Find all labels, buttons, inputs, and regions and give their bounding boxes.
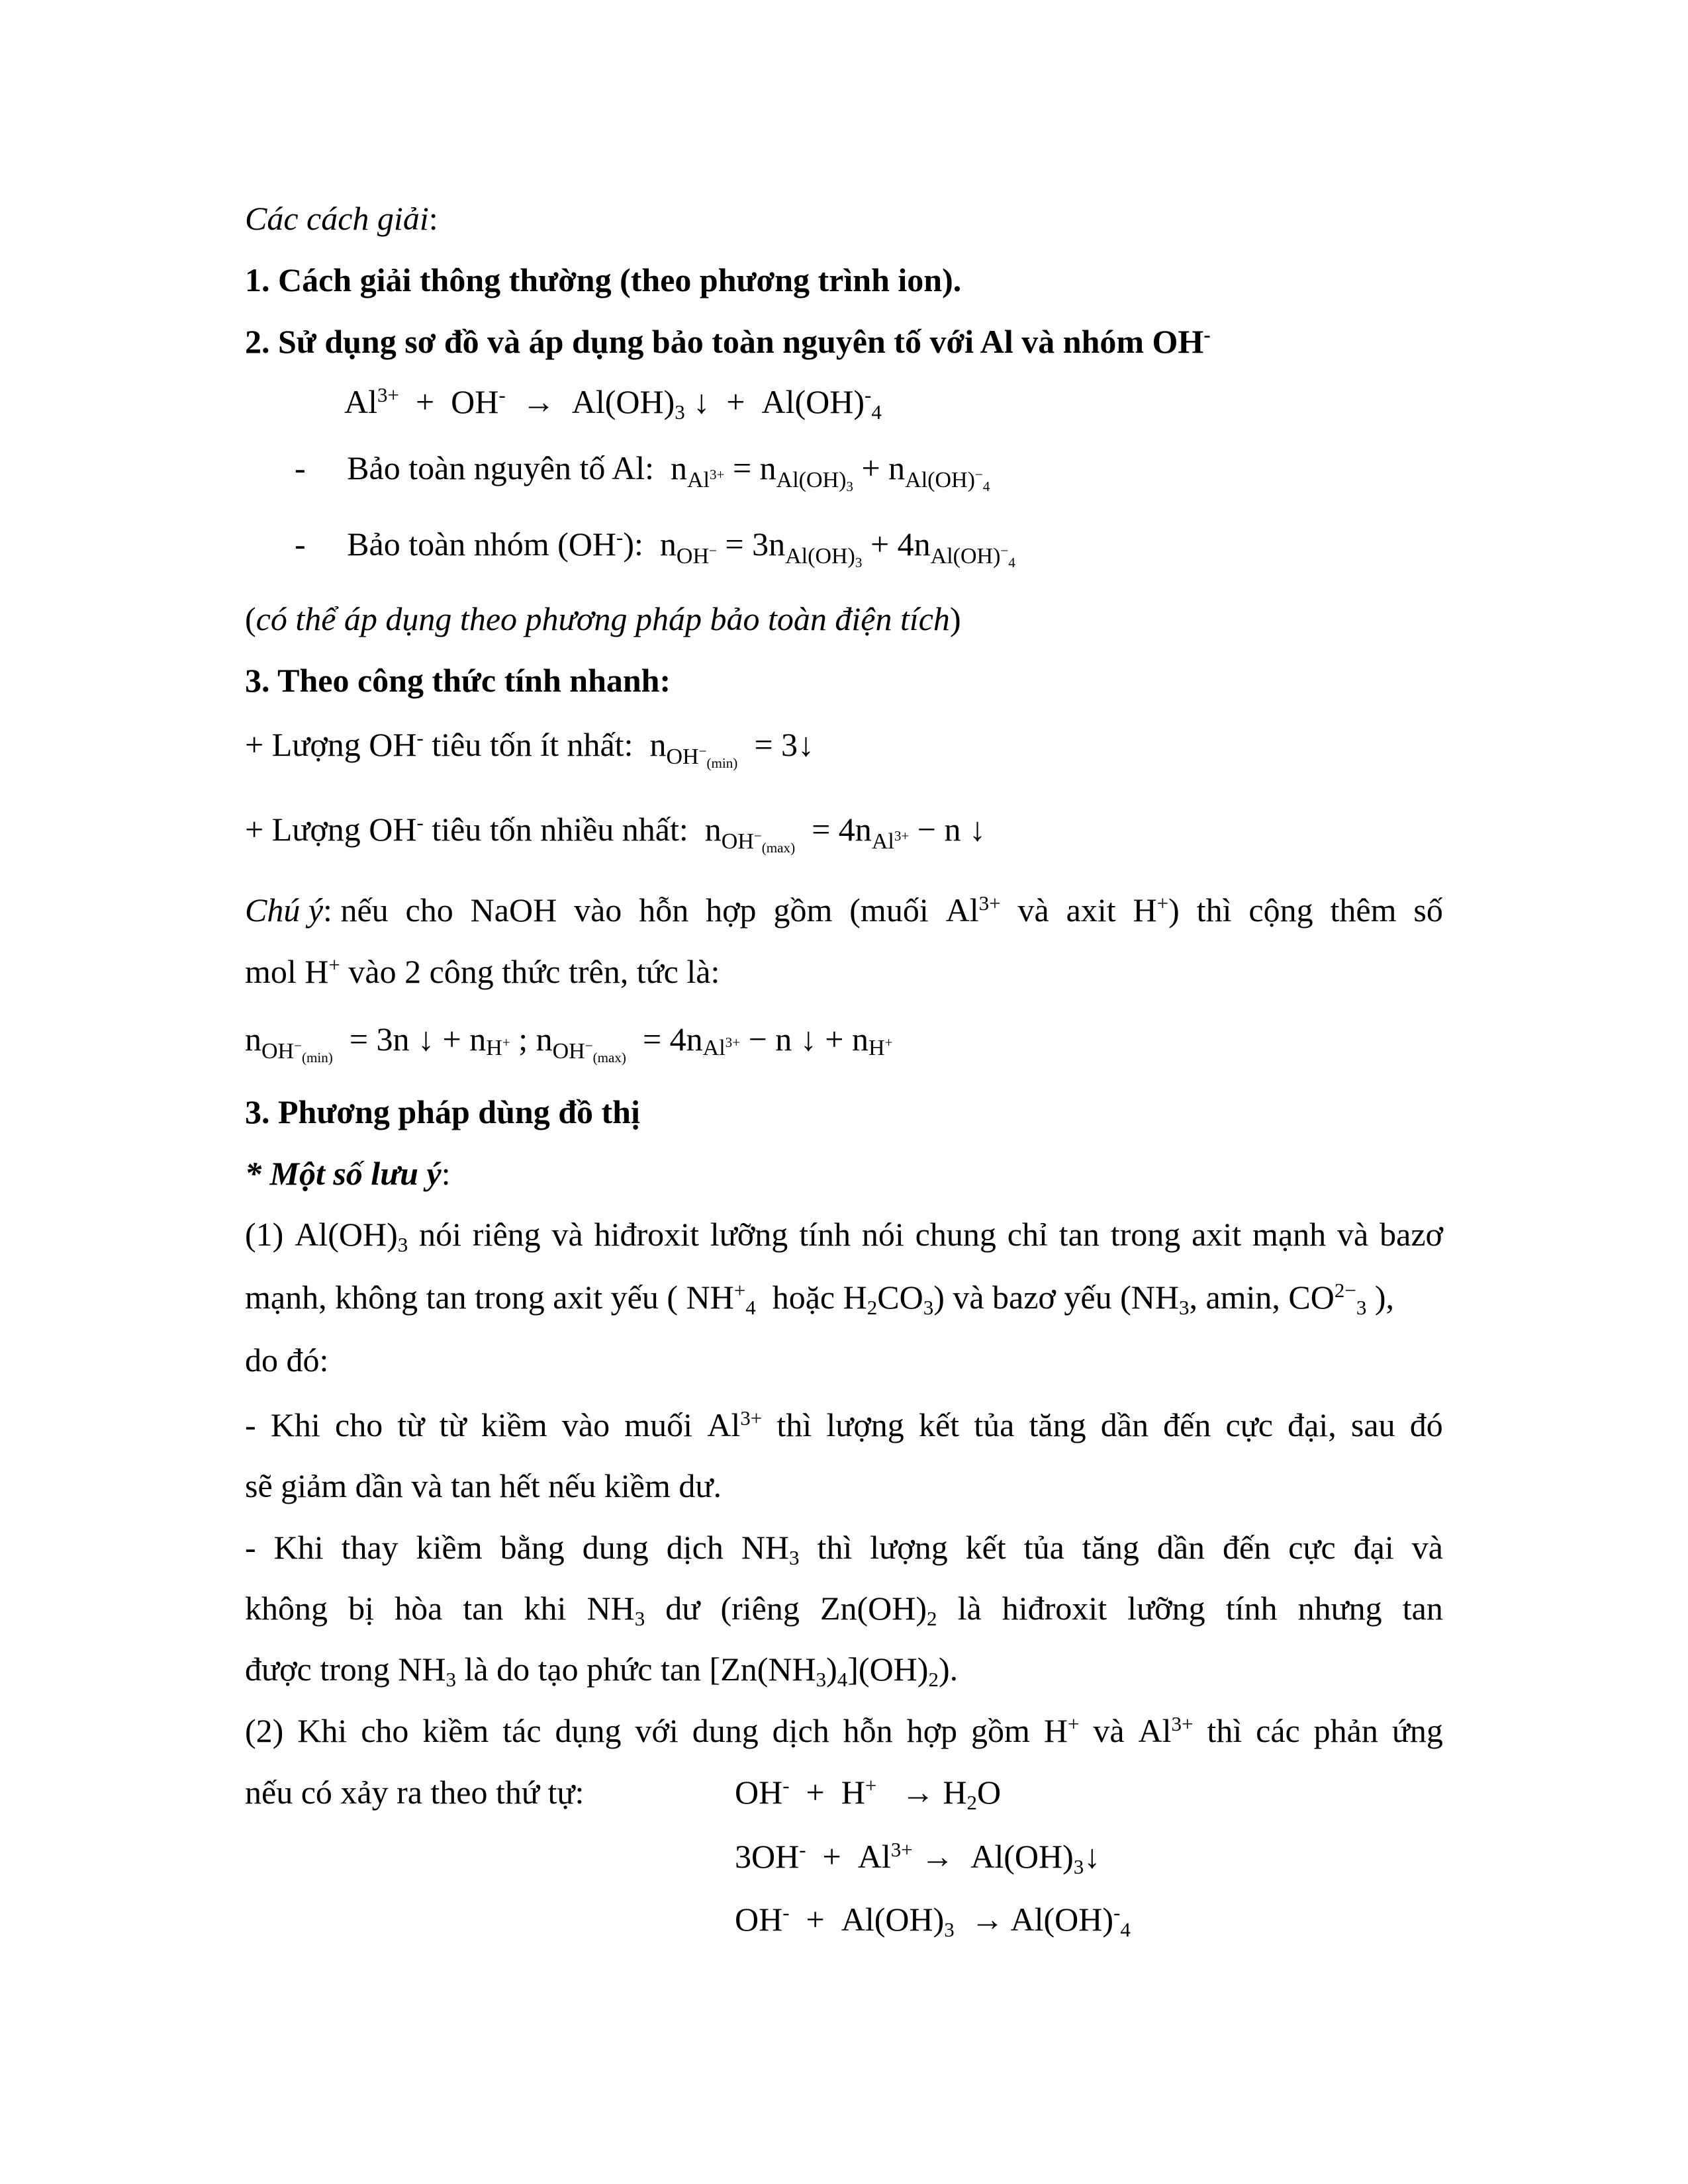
reaction-1: $OH^- + H^+ \to H_2O$ bbox=[735, 1773, 1002, 1815]
method-2-heading-text: 2. Sử dụng sơ đồ và áp dụng bảo toàn nguyên tố với Al và nhóm OH bbox=[245, 323, 1204, 360]
formula-max: + Lượng OH- tiêu tốn nhiều nhất: $n_{OH^-_{(max)}} = 4n_{Al^{3+}} - n$ ↓ bbox=[245, 810, 986, 856]
note-4-line-1: (2) Khi cho kiềm tác dụng với dung dịch hỗn hợp gồm H+ và $Al^{3+}$ thì các phản ứng bbox=[245, 1711, 1443, 1749]
solutions-title: Các cách giải: bbox=[245, 200, 438, 237]
note-4-line-2: nếu có xảy ra theo thứ tự: bbox=[245, 1774, 585, 1811]
method-2-note: (có thể áp dụng theo phương pháp bảo toàn điện tích) bbox=[245, 600, 961, 637]
reaction-2: $3OH^- + Al^{3+}$ → $Al(OH)_3↓$ bbox=[735, 1837, 1101, 1879]
formula-with-h: $n_{OH^-_{(min)}} = 3n$ ↓ + nH+ ; $n_{OH^-_{(max)}} = 4nAl^{3+} - n$ ↓ + nH+ bbox=[245, 1021, 893, 1066]
method-3-heading: 3. Theo công thức tính nhanh: bbox=[245, 662, 671, 699]
notes-label: * Một số lưu ý: bbox=[245, 1155, 451, 1192]
method-2-note-text: có thể áp dụng theo phương pháp bảo toàn điện tích bbox=[256, 600, 950, 637]
chu-y-line-2: mol H+ vào 2 công thức trên, tức là: bbox=[245, 952, 720, 990]
note-3-line-3: được trong $NH_3$ là do tạo phức $\tan [Zn(NH_3)_4](OH)_2$). bbox=[245, 1651, 959, 1692]
formula-min: + Lượng OH- tiêu tốn ít nhất: $n_{OH^-_{(min)}}$ = 3↓ bbox=[245, 725, 815, 772]
method-2-oh-conservation: - Bảo toàn nhóm (OH-): $n_{OH^-} = 3n_{Al(OH)_3} + 4n_{Al(OH)^-_4}$ bbox=[295, 525, 1015, 571]
method-2-al-conservation: - Bảo toàn nguyên tố Al: $n_{Al^{3+}} = n_{Al(OH)_3} + n_{Al(OH)^-_4}$ bbox=[295, 449, 990, 495]
note-1-line-2: mạnh, không tan trong axit yếu ( $NH^+_4$ hoặc $H_2CO_3$) và bazơ yếu ($NH_3$, amin, $CO^{2-}_3$ ), bbox=[245, 1278, 1395, 1320]
note-1-line-1: (1) $Al(OH)_3$ nói riêng và hiđroxit lưỡng tính nói chung chỉ tan trong axit mạnh và bazơ bbox=[245, 1216, 1443, 1257]
note-2-line-1: - Khi cho từ từ kiềm vào muối $Al^{3+}$ thì lượng kết tủa tăng dần đến cực đại, sau đó bbox=[245, 1406, 1443, 1443]
al-conservation-label: Bảo toàn nguyên tố Al: bbox=[347, 449, 654, 486]
solutions-title-text: Các cách giải bbox=[245, 200, 429, 237]
notes-label-text: * Một số lưu ý bbox=[245, 1155, 442, 1192]
method-2-heading: 2. Sử dụng sơ đồ và áp dụng bảo toàn nguyên tố với Al và nhóm OH- bbox=[245, 322, 1211, 360]
note-1-line-3: do đó: bbox=[245, 1342, 329, 1379]
method-4-heading: 3. Phương pháp dùng đồ thị bbox=[245, 1093, 640, 1130]
note-2-line-2: sẽ giảm dần và tan hết nếu kiềm dư. bbox=[245, 1467, 722, 1504]
method-2-scheme: $Al^{3+} + OH^- \to Al(OH)_3$ ↓ + $Al(OH)^-_4$ bbox=[344, 383, 882, 424]
reaction-3: $OH^- + Al(OH)_3 \to Al(OH)^-_4$ bbox=[735, 1900, 1131, 1942]
note-3-line-1: - Khi thay kiềm bằng dung dịch $NH_3$ thì lượng kết tủa tăng dần đến cực đại và bbox=[245, 1529, 1443, 1570]
chu-y-label: Chú ý bbox=[245, 891, 324, 929]
method-1-heading: 1. Cách giải thông thường (theo phương trình ion). bbox=[245, 261, 962, 298]
chu-y-line-1: Chú ý: nếu cho NaOH vào hỗn hợp gồm (muối $Al^{3+}$ và axit H+) thì cộng thêm số bbox=[245, 891, 1443, 929]
note-3-line-2: không bị hòa tan khi $NH_3$ dư (riêng $Zn(OH)_2$ là hiđroxit lưỡng tính nhưng tan bbox=[245, 1590, 1443, 1631]
